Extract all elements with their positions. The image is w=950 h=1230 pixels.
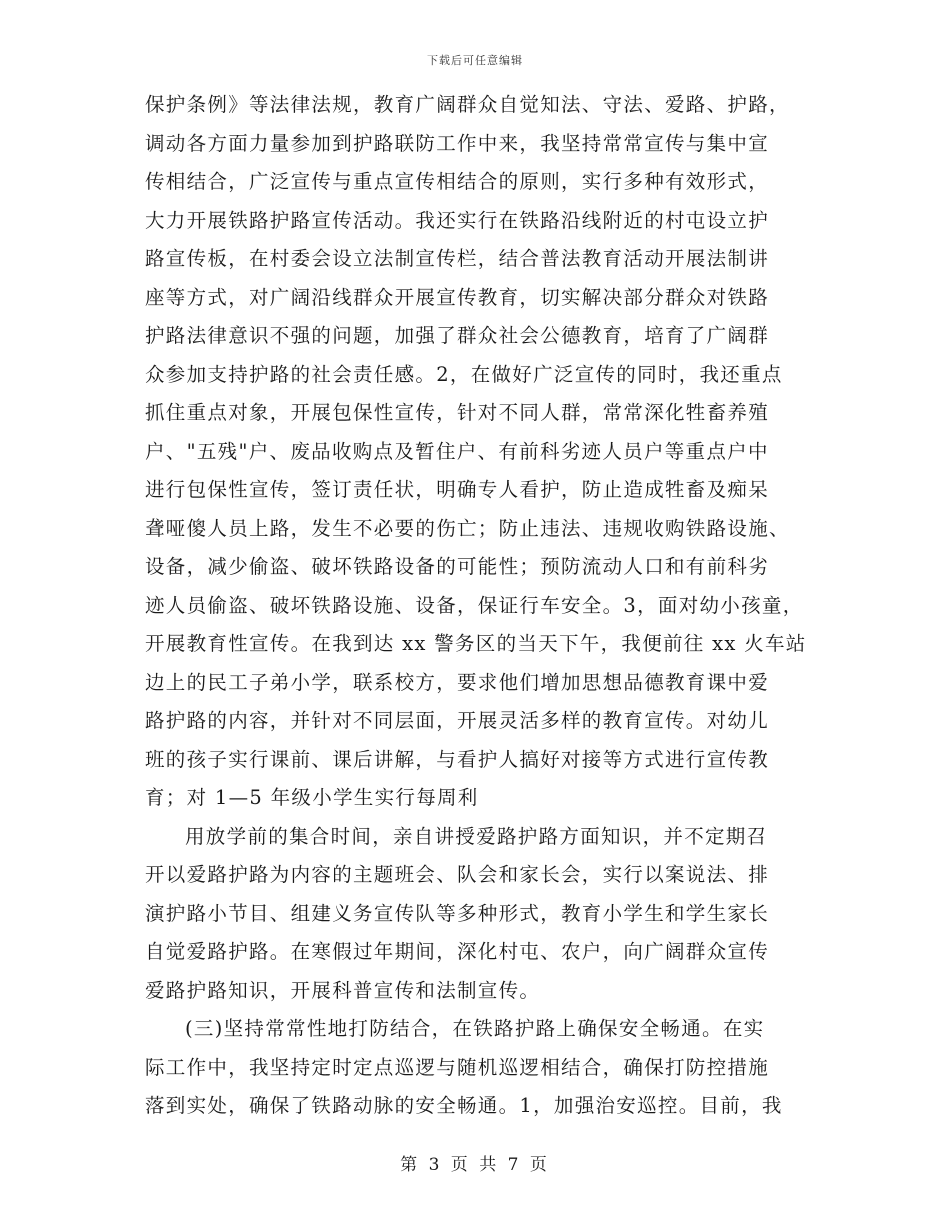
text-line: 抓住重点对象，开展包保性宣传，针对不同人群，常常深化牲畜养殖	[145, 401, 770, 424]
text-line: 调动各方面力量参加到护路联防工作中来，我坚持常常宣传与集中宣	[145, 131, 770, 155]
text-line: 际工作中，我坚持定时定点巡逻与随机巡逻相结合，确保打防控措施	[145, 1055, 770, 1079]
text-line: 班的孩子实行课前、课后讲解，与看护人搞好对接等方式进行宣传教	[145, 747, 770, 771]
text-line: 众参加支持护路的社会责任感。2，在做好广泛宣传的同时，我还重点	[145, 362, 783, 386]
text-line: (三)坚持常常性地打防结合，在铁路护路上确保安全畅通。在实	[185, 1017, 765, 1040]
text-line: 保护条例》等法律法规，教育广阔群众自觉知法、守法、爱路、护路，	[145, 93, 790, 116]
text-line: 路宣传板，在村委会设立法制宣传栏，结合普法教育活动开展法制讲	[145, 247, 770, 270]
page-footer: 第 3 页 共 7 页	[400, 1155, 550, 1175]
text-line: 用放学前的集合时间，亲自讲授爱路护路方面知识，并不定期召	[185, 824, 768, 848]
paragraph-3	[145, 1010, 805, 1126]
text-line: 开展教育性宣传。在我到达 xx 警务区的当天下午，我便前往 xx 火车站	[145, 632, 807, 655]
text-line: 大力开展铁路护路宣传活动。我还实行在铁路沿线附近的村屯设立护	[145, 208, 770, 232]
text-line: 育；对 1—5 年级小学生实行每周利	[145, 786, 479, 809]
text-line: 进行包保性宣传，签订责任状，明确专人看护，防止造成牲畜及痴呆	[145, 478, 770, 501]
text-line: 落到实处，确保了铁路动脉的安全畅通。1，加强治安巡控。目前，我	[145, 1094, 783, 1117]
text-line: 护路法律意识不强的问题，加强了群众社会公德教育，培育了广阔群	[145, 324, 770, 347]
text-line: 聋哑傻人员上路，发生不必要的伤亡；防止违法、违规收购铁路设施、	[145, 516, 790, 540]
text-line: 座等方式，对广阔沿线群众开展宣传教育，切实解决部分群众对铁路	[145, 285, 770, 309]
text-line: 演护路小节目、组建义务宣传队等多种形式，教育小学生和学生家长	[145, 901, 770, 925]
document-body	[145, 86, 805, 1126]
text-line: 传相结合，广泛宣传与重点宣传相结合的原则，实行多种有效形式，	[145, 170, 770, 193]
paragraph-1	[145, 86, 805, 818]
text-line: 户、"五残"户、废品收购点及暂住户、有前科劣迹人员户等重点户中	[145, 439, 769, 463]
page-header: 下载后可任意编辑	[427, 54, 523, 67]
text-line: 边上的民工子弟小学，联系校方，要求他们增加思想品德教育课中爱	[145, 670, 770, 694]
text-line: 开以爱路护路为内容的主题班会、队会和家长会，实行以案说法、排	[145, 863, 770, 886]
text-line: 爱路护路知识，开展科普宣传和法制宣传。	[145, 978, 541, 1002]
text-line: 路护路的内容，并针对不同层面，开展灵活多样的教育宣传。对幼儿	[145, 709, 770, 732]
paragraph-2	[145, 818, 805, 1011]
text-line: 设备，减少偷盗、破坏铁路设备的可能性；预防流动人口和有前科劣	[145, 555, 770, 578]
text-line: 迹人员偷盗、破坏铁路设施、设备，保证行车安全。3，面对幼小孩童，	[145, 593, 804, 617]
text-line: 自觉爱路护路。在寒假过年期间，深化村屯、农户，向广阔群众宣传	[145, 940, 770, 963]
